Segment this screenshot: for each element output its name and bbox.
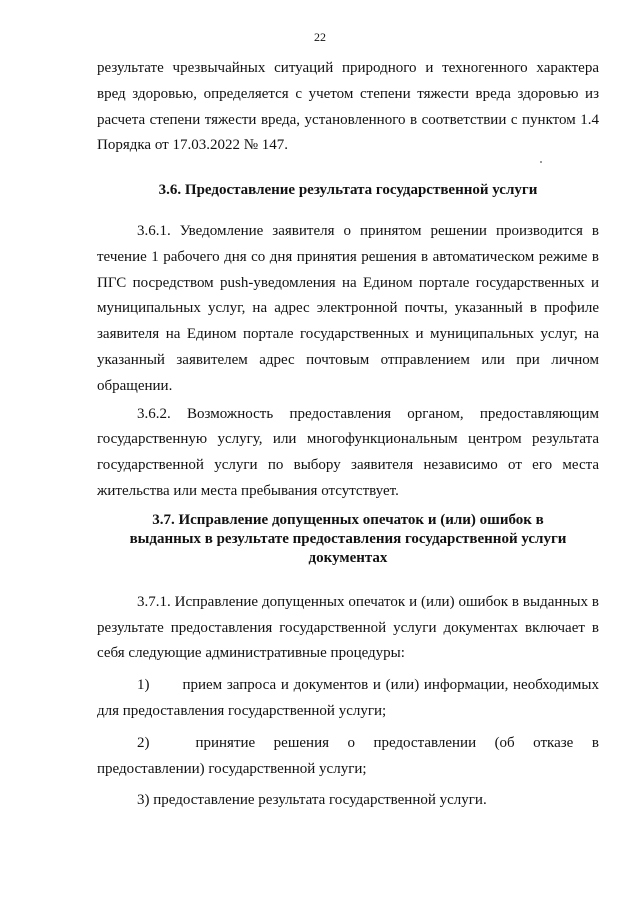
list-item-2 [97, 731, 599, 757]
list-item-2-continuation: предоставлении) государственной услуги; [97, 760, 367, 777]
list-item-2-word: решения [273, 734, 329, 751]
list-item-2-word: (об [494, 734, 515, 751]
list-item-1-text: прием запроса и документов и (или) информации, необходимых для предоставления государственной услуги; [97, 677, 599, 719]
section-3-6-heading: 3.6. Предоставление результата государственной услуги [158, 182, 538, 199]
list-item-2-word: предоставлении [373, 734, 477, 751]
page-content [97, 56, 599, 814]
paragraph-3-6-1: 3.6.1. Уведомление заявителя о принятом решении производится в течение 1 рабочего дня со дня принятия решения в автоматическом режиме в ПГС посредством push-уведомления на Едином портале государственных и муниципальных услуг, на адрес электронной почты, указанный в профиле заявителя на Едином портале государственных и муниципальных услуг, на указанный заявителем адрес почтовым отправлением или при личном обращении. [97, 222, 599, 394]
section-3-7-heading-line1: 3.7. Исправление допущенных опечаток и (или) ошибок в [152, 511, 544, 528]
paragraph-3-7-1: 3.7.1. Исправление допущенных опечаток и (или) ошибок в выданных в результате предоставления государственной услуги документах включает в себя следующие административные процедуры: [97, 593, 599, 662]
paragraph-3-6-2: 3.6.2. Возможность предоставления органом, предоставляющим государственную услугу, или многофункциональным центром результата государственной услуги по выбору заявителя независимо от его места жительства или места пребывания отсутствует. [97, 405, 599, 499]
list-item-2-number: 2) [137, 734, 150, 751]
section-3-7-heading [97, 511, 599, 568]
continuation-paragraph: результате чрезвычайных ситуаций природного и техногенного характера вред здоровью, определяется с учетом степени тяжести вреда здоровью из расчета степени тяжести вреда, установленного в соответствии с пунктом 1.4 Порядка от 17.03.2022 № 147. [97, 60, 599, 154]
list-item-3: 3) предоставление результата государственной услуги. [137, 792, 487, 809]
list-item-2-word: принятие [195, 734, 256, 751]
page-number: 22 [314, 30, 326, 44]
list-item-1 [97, 673, 599, 725]
section-3-7-heading-line2: выданных в результате предоставления государственной услуги [129, 530, 567, 547]
list-item-1-number: 1) [137, 677, 150, 694]
scan-speck [540, 161, 542, 163]
section-3-7-heading-line3: документах [308, 549, 388, 566]
list-item-2-word: отказе [533, 734, 574, 751]
list-item-2-word: о [347, 734, 355, 751]
list-item-2-word: в [591, 734, 599, 751]
